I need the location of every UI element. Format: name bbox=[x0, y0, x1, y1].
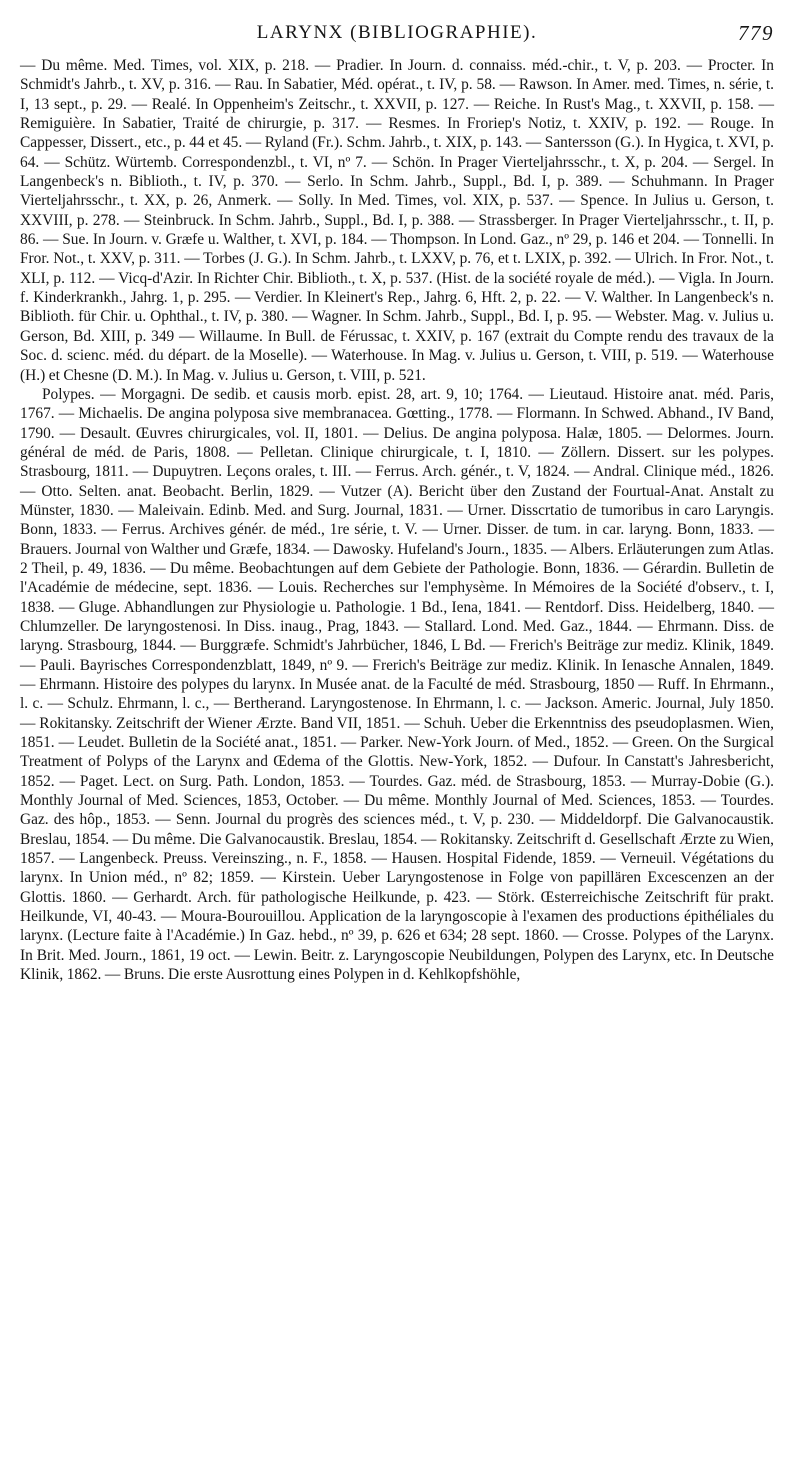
running-title: LARYNX (BIBLIOGRAPHIE). bbox=[256, 22, 538, 43]
page-number: 779 bbox=[738, 21, 774, 45]
bibliography-paragraph: — Du même. Med. Times, vol. XIX, p. 218. — Pradier. In Journ. d. connaiss. méd.-chir., t. V, p. 203. — Procter. In Schmidt's Jahrb., t. XV, p. 316. — Rau. In Sabatier, Méd. opérat., t. IV, p. 58. — Rawson. In Amer. med. Times, n. série, t. I, 13 sept., p. 29. — Realé. In Oppenheim's Zeitschr., t. XXVII, p. 127. — Reiche. In Rust's Mag., t. XXVII, p. 158. — Remiguière. In Sabatier, Traité de chirurgie, p. 317. — Resmes. In Froriep's Notiz, t. XXIV, p. 192. — Rouge. In Cappesser, Dissert., etc., p. 44 et 45. — Ryland (Fr.). Schm. Jahrb., t. XIX, p. 143. — Santersson (G.). In Hygica, t. XVI, p. 64. — Schütz. Würtemb. Correspondenzbl., t. VI, nº 7. — Schön. In Prager Vierteljahrsschr., t. X, p. 204. — Sergel. In Langenbeck's n. Biblioth., t. IV, p. 370. — Serlo. In Schm. Jahrb., Suppl., Bd. I, p. 389. — Schuhmann. In Prager Vierteljahrsschr., t. XX, p. 26, Anmerk. — Solly. In Med. Times, vol. XIX, p. 537. — Spence. In Julius u. Gerson, t. XXVIII, p. 278. — Steinbruck. In Schm. Jahrb., Suppl., Bd. I, p. 388. — Strassberger. In Prager Vierteljahrsschr., t. II, p. 86. — Sue. In Journ. v. Græfe u. Walther, t. XVI, p. 184. — Thompson. In Lond. Gaz., nº 29, p. 146 et 204. — Tonnelli. In Fror. Not., t. XXV, p. 311. — Torbes (J. G.). In Schm. Jahrb., t. LXXV, p. 76, et t. LXIX, p. 392. — Ulrich. In Fror. Not., t. XLI, p. 112. — Vicq-d'Azir. In Richter Chir. Biblioth., t. X, p. 537. (Hist. de la société royale de méd.). — Vigla. In Journ. f. Kinderkrankh., Jahrg. 1, p. 295. — Verdier. In Kleinert's Rep., Jahrg. 6, Hft. 2, p. 22. — V. Walther. In Langenbeck's n. Biblioth. für Chir. u. Ophthal., t. IV, p. 380. — Wagner. In Schm. Jahrb., Suppl., Bd. I, p. 95. — Webster. Mag. v. Julius u. Gerson, Bd. XIII, p. 349 — Willaume. In Bull. de Férussac, t. XXIV, p. 167 (extrait du Compte rendu des travaux de la Soc. d. scienc. méd. du départ. de la Moselle). — Waterhouse. In Mag. v. Julius u. Gerson, t. VIII, p. 519. — Waterhouse (H.) et Chesne (D. M.). In Mag. v. Julius u. Gerson, t. VIII, p. 521. bbox=[20, 57, 774, 384]
bibliography-body bbox=[20, 56, 774, 985]
bibliography-paragraph-polypes: Polypes. — Morgagni. De sedib. et causis morb. epist. 28, art. 9, 10; 1764. — Lieutaud. Histoire anat. méd. Paris, 1767. — Michaelis. De angina polyposa sive membranacea. Gœtting., 1778. — Flormann. In Schwed. Abhand., IV Band, 1790. — Desault. Œuvres chirurgicales, vol. II, 1801. — Delius. De angina polyposa. Halæ, 1805. — Delormes. Journ. général de méd. de Paris, 1808. — Pelletan. Clinique chirurgicale, t. I, 1810. — Zöllern. Dissert. sur les polypes. Strasbourg, 1811. — Dupuytren. Leçons orales, t. III. — Ferrus. Arch. génér., t. V, 1824. — Andral. Clinique méd., 1826. — Otto. Selten. anat. Beobacht. Berlin, 1829. — Vutzer (A). Bericht über den Zustand der Fourtual-Anat. Anstalt zu Münster, 1830. — Maleivain. Edinb. Med. and Surg. Journal, 1831. — Urner. Disscrtatio de tumoribus in caro Laryngis. Bonn, 1833. — Ferrus. Archives génér. de méd., 1re série, t. V. — Urner. Disser. de tum. in car. laryng. Bonn, 1833. — Brauers. Journal von Walther und Græfe, 1834. — Dawosky. Hufeland's Journ., 1835. — Albers. Erläuterungen zum Atlas. 2 Theil, p. 49, 1836. — Du même. Beobachtungen auf dem Gebiete der Pathologie. Bonn, 1836. — Gérardin. Bulletin de l'Académie de médecine, sept. 1836. — Louis. Recherches sur l'emphysème. In Mémoires de la Société d'observ., t. I, 1838. — Gluge. Abhandlungen zur Physiologie u. Pathologie. 1 Bd., Iena, 1841. — Rentdorf. Diss. Heidelberg, 1840. — Chlumzeller. De laryngostenosi. In Diss. inaug., Prag, 1843. — Stallard. Lond. Med. Gaz., 1844. — Ehrmann. Diss. de laryng. Strasbourg, 1844. — Burggræfe. Schmidt's Jahrbücher, 1846, L Bd. — Frerich's Beiträge zur mediz. Klinik, 1849. — Pauli. Bayrisches Correspondenzblatt, 1849, nº 9. — Frerich's Beiträge zur mediz. Klinik. In Ienasche Annalen, 1849. — Ehrmann. Histoire des polypes du larynx. In Musée anat. de la Faculté de méd. Strasbourg, 1850 — Ruff. In Ehrmann., l. c. — Schulz. Ehrmann, l. c., — Bertherand. Laryngostenose. In Ehrmann, l. c. — Jackson. Americ. Journal, July 1850. — Rokitansky. Zeitschrift der Wiener Ærzte. Band VII, 1851. — Schuh. Ueber die Erkenntniss des pseudoplasmen. Wien, 1851. — Leudet. Bulletin de la Société anat., 1851. — Parker. New-York Journ. of Med., 1852. — Green. On the Surgical Treatment of Polyps of the Larynx and Œdema of the Glottis. New-York, 1852. — Dufour. In Canstatt's Jahresbericht, 1852. — Paget. Lect. on Surg. Path. London, 1853. — Tourdes. Gaz. méd. de Strasbourg, 1853. — Murray-Dobie (G.). Monthly Journal of Med. Sciences, 1853, October. — Du même. Monthly Journal of Med. Sciences, 1853. — Tourdes. Gaz. des hôp., 1853. — Senn. Journal du progrès des sciences méd., t. V, p. 230. — Middeldorpf. Die Galvanocaustik. Breslau, 1854. — Du même. Die Galvanocaustik. Breslau, 1854. — Rokitansky. Zeitschrift d. Gesellschaft Ærzte zu Wien, 1857. — Langenbeck. Preuss. Vereinszing., n. F., 1858. — Hausen. Hospital Fidende, 1859. — Verneuil. Végétations du larynx. In Union méd., nº 82; 1859. — Kirstein. Ueber Laryngostenose in Folge von papillären Excescenzen an der Glottis. 1860. — Gerhardt. Arch. für pathologische Heilkunde, p. 423. — Störk. Œsterreichische Zeitschrift für prakt. Heilkunde, VI, 40-43. — Moura-Bourouillou. Application de la laryngoscopie à l'examen des productions épithéliales du larynx. (Lecture faite à l'Académie.) In Gaz. hebd., nº 39, p. 626 et 634; 28 sept. 1860. — Crosse. Polypes of the Larynx. In Brit. Med. Journ., 1861, 19 oct. — Lewin. Beitr. z. Laryngoscopie Neubildungen, Polypen des Larynx, etc. In Deutsche Klinik, 1862. — Bruns. Die erste Ausrottung eines Polypen in d. Kehlkopfshöhle, bbox=[20, 385, 774, 984]
running-head bbox=[20, 22, 774, 48]
